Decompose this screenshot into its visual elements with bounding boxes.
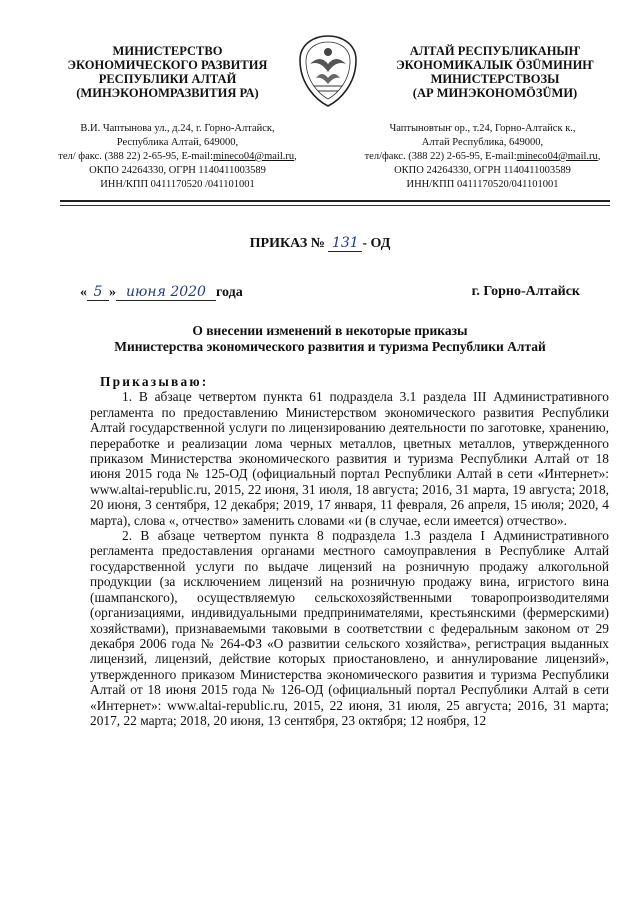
address-line: Алтай Республика, 649000, bbox=[421, 137, 544, 148]
id-line: ОКПО 24264330, ОГРН 1140411003589 bbox=[394, 165, 571, 176]
order-title bbox=[0, 235, 640, 252]
header-right-line: МИНИСТЕРСТВОЗЫ bbox=[430, 72, 560, 86]
email-link[interactable]: mineco04@mail.ru bbox=[516, 151, 598, 162]
header-divider-thick bbox=[60, 200, 610, 202]
address-line: В.И. Чаптынова ул., д.24, г. Горно-Алтайск, bbox=[80, 123, 275, 134]
date-day-handwritten: 5 bbox=[87, 284, 109, 301]
contact-prefix: тел/факс. (388 22) 2-65-95, E-mail: bbox=[364, 151, 517, 162]
header-left-line: (МИНЭКОНОМРАЗВИТИЯ РА) bbox=[76, 86, 259, 100]
header-right-address bbox=[340, 122, 625, 192]
order-title-suffix: - ОД bbox=[362, 236, 391, 251]
header-right-line: АЛТАЙ РЕСПУБЛИКАНЫҤ bbox=[409, 44, 581, 58]
subject-line: О внесении изменений в некоторые приказы bbox=[192, 323, 468, 338]
header-right-line: ЭКОНОМИКАЛЫК ÖЗÜМИНИҤ bbox=[396, 58, 594, 72]
email-link[interactable]: mineco04@mail.ru bbox=[213, 151, 295, 162]
header-left-line: МИНИСТЕРСТВО bbox=[112, 44, 223, 58]
contact-suffix: , bbox=[597, 151, 601, 162]
header-left-line: РЕСПУБЛИКИ АЛТАЙ bbox=[98, 72, 237, 86]
order-title-prefix: ПРИКАЗ № bbox=[249, 236, 325, 251]
order-date bbox=[80, 284, 243, 301]
header-left-title bbox=[60, 44, 275, 100]
contact-suffix: , bbox=[294, 151, 297, 162]
order-number-handwritten: 131 bbox=[328, 235, 362, 252]
address-line: Республика Алтай, 649000, bbox=[116, 137, 239, 148]
date-quote-open: « bbox=[80, 285, 87, 300]
coat-of-arms-icon bbox=[296, 34, 360, 108]
header-left-address bbox=[45, 122, 310, 192]
city: г. Горно-Алтайск bbox=[471, 284, 580, 299]
date-year-word: года bbox=[216, 285, 243, 300]
date-month-handwritten: июня 2020 bbox=[116, 284, 216, 301]
header-divider-thin bbox=[60, 205, 610, 206]
contact-prefix: тел/ факс. (388 22) 2-65-95, E-mail: bbox=[58, 151, 213, 162]
date-quote-close: » bbox=[109, 285, 116, 300]
contact-line bbox=[45, 150, 310, 164]
header-right-line: (АР МИНЭКОНОМÖЗÜМИ) bbox=[412, 86, 578, 100]
header-right-title bbox=[380, 44, 610, 100]
header-left-line: ЭКОНОМИЧЕСКОГО РАЗВИТИЯ bbox=[67, 58, 268, 72]
paragraph: 1. В абзаце четвертом пункта 61 подраздела 3.1 раздела III Административного регламента по предоставлению Министерством экономического развития Республики Алтай государственной услуги по лицензированию деятельности по заготовке, хранению, переработке и реализации лома черных металлов, цветных металлов, утвержденного приказом Министерства экономического развития и туризма Республики Алтай от 18 июня 2015 года № 125-ОД (официальный портал Республики Алтай в сети «Интернет»: www.altai-republic.ru, 2015, 22 июня, 31 июля, 18 августа; 2016, 31 марта, 19 августа; 2018, 20 июня, 3 сентября, 12 декабря; 2019, 17 января, 11 февраля, 26 апреля, 15 июля; 2020, 4 марта), слова «, отчество» заменить словами «и (в случае, если имеется) отчество». bbox=[90, 389, 609, 528]
order-subject bbox=[60, 323, 600, 355]
address-line: Чаптыновтыҥ ор., т.24, Горно-Алтайск к., bbox=[389, 123, 576, 134]
id-line: ИНН/КПП 0411170520 /041101001 bbox=[100, 179, 255, 190]
order-body bbox=[90, 374, 609, 728]
paragraph: 2. В абзаце четвертом пункта 8 подраздела 1.3 раздела I Административного регламента предоставления органами местного самоуправления в Республике Алтай государственной услуги по выдаче лицензий на розничную продажу алкогольной продукции (за исключением лицензий на розничную продажу вина, игристого вина (шампанского), осуществляемую сельскохозяйственными товаропроизводителями (организациями, индивидуальными предпринимателями, крестьянскими (фермерскими) хозяйствами), признаваемыми таковыми в соответствии с федеральным законом от 29 декабря 2006 года № 264-ФЗ «О развитии сельского хозяйства», регистрация выданных лицензий, лицензий, действие которых приостановлено, и аннулирование лицензий», утвержденного приказом Министерства экономического развития и туризма Республики Алтай от 18 июня 2015 года № 126-ОД (официальный портал Республики Алтай в сети «Интернет»: www.altai-republic.ru, 2015, 22 июня, 31 июля, 25 августа; 2016, 31 марта; 2017, 22 марта; 2018, 20 июня, 13 сентября, 23 октября; 12 ноября, 12 bbox=[90, 528, 609, 728]
subject-line: Министерства экономического развития и туризма Республики Алтай bbox=[114, 339, 546, 354]
contact-line bbox=[340, 150, 625, 164]
order-word: Приказываю: bbox=[100, 374, 209, 389]
id-line: ИНН/КПП 0411170520/041101001 bbox=[406, 179, 559, 190]
id-line: ОКПО 24264330, ОГРН 1140411003589 bbox=[89, 165, 266, 176]
